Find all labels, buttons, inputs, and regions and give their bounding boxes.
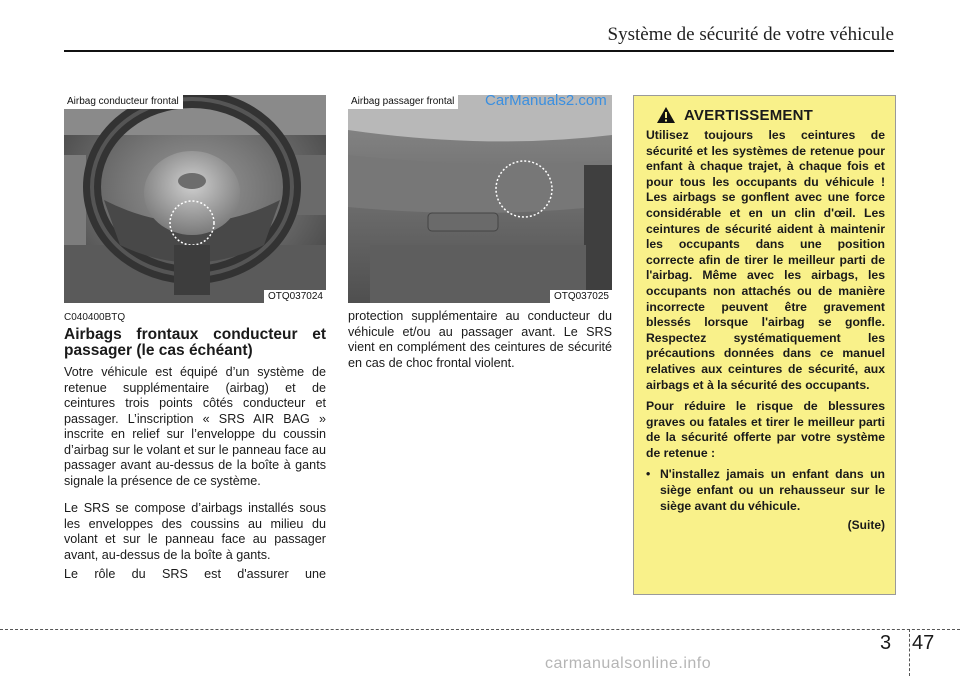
section-heading: Airbags frontaux conducteur et passager (le cas échéant) xyxy=(64,326,326,359)
footer-watermark: carmanualsonline.info xyxy=(545,655,712,672)
page-header-title: Système de sécurité de votre véhicule xyxy=(607,24,894,45)
passenger-airbag-figure xyxy=(348,95,612,303)
warning-box xyxy=(633,95,896,595)
page-number-separator xyxy=(909,629,910,676)
footer-rule xyxy=(0,629,960,630)
header-rule xyxy=(64,50,894,52)
middle-column xyxy=(348,309,612,379)
dashboard-illustration xyxy=(348,95,612,303)
figure-code: OTQ037025 xyxy=(550,290,612,303)
body-paragraph: Votre véhicule est équipé d’un système de retenue supplémentaire (airbag) et de ceintures trois points côtés conducteur et passager. L’inscription « SRS AIR BAG » inscrite en relief sur l’enveloppe du coussin d’airbag sur le volant et sur le panneau face au passager avant au-dessus de la boîte à gants signale la présence de ce système. xyxy=(64,365,326,488)
bullet-dot-icon: • xyxy=(646,467,651,482)
warning-header xyxy=(656,106,885,124)
warning-paragraph: Pour réduire le risque de blessures graves ou fatales et tirer le meilleur parti de la sécurité offerte par votre système de retenue : xyxy=(646,399,885,460)
section-code: C040400BTQ xyxy=(64,312,126,323)
figure-label: Airbag conducteur frontal xyxy=(64,95,183,109)
warning-title: AVERTISSEMENT xyxy=(684,106,814,124)
driver-airbag-figure xyxy=(64,95,326,303)
figure-code: OTQ037024 xyxy=(264,290,326,303)
left-column xyxy=(64,312,326,591)
body-paragraph: Le SRS se compose d’airbags installés sous les enveloppes des coussins au milieu du volant et sur le panneau face au passager avant, au-dessus de la boîte à gants. xyxy=(64,501,326,562)
body-paragraph: Le rôle du SRS est d'assurer une xyxy=(64,567,326,581)
warning-paragraph: Utilisez toujours les ceintures de sécurité et les systèmes de retenue pour enfant à chaque trajet, à chaque fois et pour tous les occupants du véhicule ! Les airbags se gonflent avec une force considérable et en un clin d'œil. Les ceintures de sécurité aident à maintenir les occupants dans une position correcte afin de tirer le meilleur parti de l'airbag. Même avec les airbags, les occupants non attachés ou de manière incorrecte peuvent être gravement blessés lorsque l'airbag se gonfle. Respectez systématiquement les précautions données dans ce manuel relatives aux ceintures de sécurité, aux airbags et à la sécurité des occupants. xyxy=(646,128,885,392)
page-number: 47 xyxy=(912,632,935,654)
figure-label: Airbag passager frontal xyxy=(348,95,458,109)
chapter-number: 3 xyxy=(880,632,892,654)
warning-bullet xyxy=(646,467,885,514)
warning-triangle-icon xyxy=(656,106,676,124)
continued-label: (Suite) xyxy=(847,518,885,533)
warning-bullet-text: N'installez jamais un enfant dans un siège enfant ou un rehausseur sur le siège avant du véhicule. xyxy=(660,467,885,513)
steering-wheel-illustration xyxy=(64,95,326,303)
watermark-text: CarManuals2.com xyxy=(485,92,607,109)
body-paragraph: protection supplémentaire au conducteur du véhicule et/ou au passager avant. Le SRS vient en complément des ceintures de sécurité en cas de choc frontal violent. xyxy=(348,309,612,370)
